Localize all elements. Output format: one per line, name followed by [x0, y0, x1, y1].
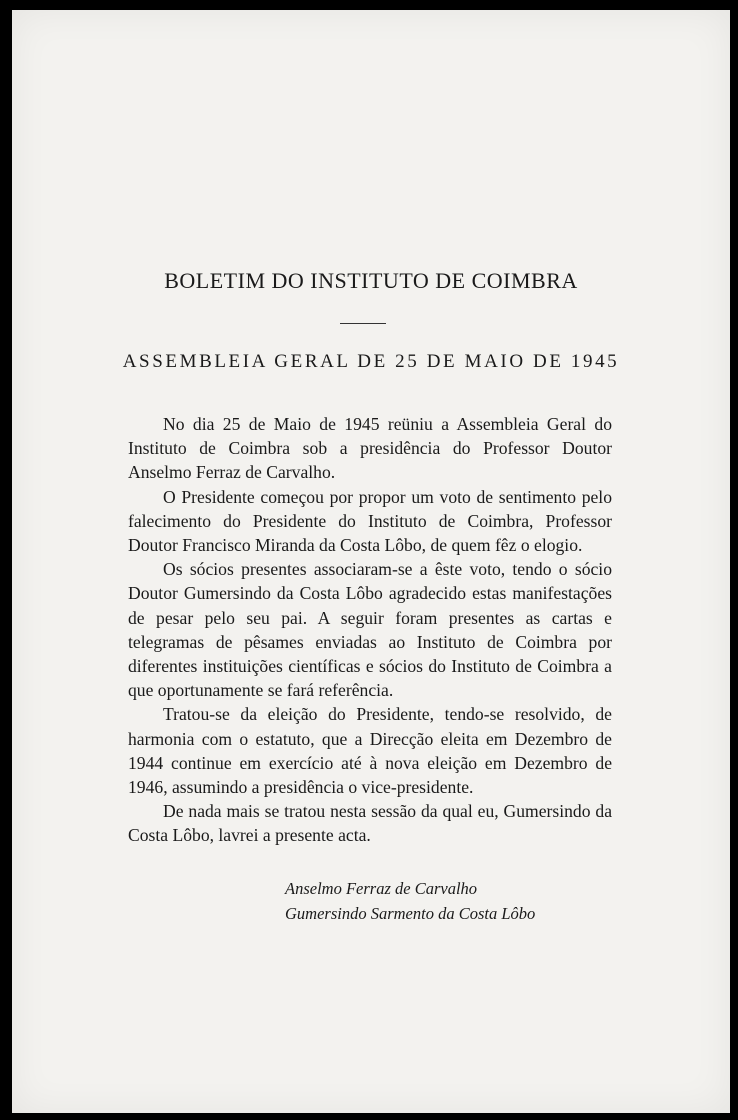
document-title: ASSEMBLEIA GERAL DE 25 DE MAIO DE 1945	[122, 351, 620, 372]
document-page	[12, 10, 730, 1113]
minutes-body	[128, 412, 612, 848]
header-divider	[340, 323, 386, 324]
paragraph: O Presidente começou por propor um voto de sentimento pelo falecimento do Presidente do Instituto de Coimbra, Professor Doutor Francisco Miranda da Costa Lôbo, de quem fêz o elogio.	[128, 486, 612, 556]
signature-secretary: Gumersindo Sarmento da Costa Lôbo	[285, 904, 536, 923]
paragraph: Tratou-se da eleição do Presidente, tendo-se resolvido, de harmonia com o estatuto, que a Direcção eleita em Dezembro de 1944 continue em exercício até à nova eleição em Dezembro de 1946, assumindo a presidência o vice-presidente.	[128, 704, 612, 798]
paragraph: Os sócios presentes associaram-se a êste voto, tendo o sócio Doutor Gumersindo da Costa Lôbo agradecido estas manifestações de pesar pelo seu pai. A seguir foram presentes as cartas e telegramas de pêsames enviadas ao Instituto de Coimbra por diferentes instituições científicas e sócios do Instituto de Coimbra a que oportunamente se fará referência.	[128, 559, 612, 701]
signature-president: Anselmo Ferraz de Carvalho	[285, 879, 478, 898]
paragraph: No dia 25 de Maio de 1945 reüniu a Assembleia Geral do Instituto de Coimbra sob a presidência do Professor Doutor Anselmo Ferraz de Carvalho.	[128, 414, 612, 483]
paragraph: De nada mais se tratou nesta sessão da qual eu, Gumersindo da Costa Lôbo, lavrei a presente acta.	[128, 801, 612, 846]
signature-block	[285, 876, 535, 926]
journal-header: BOLETIM DO INSTITUTO DE COIMBRA	[164, 268, 578, 293]
